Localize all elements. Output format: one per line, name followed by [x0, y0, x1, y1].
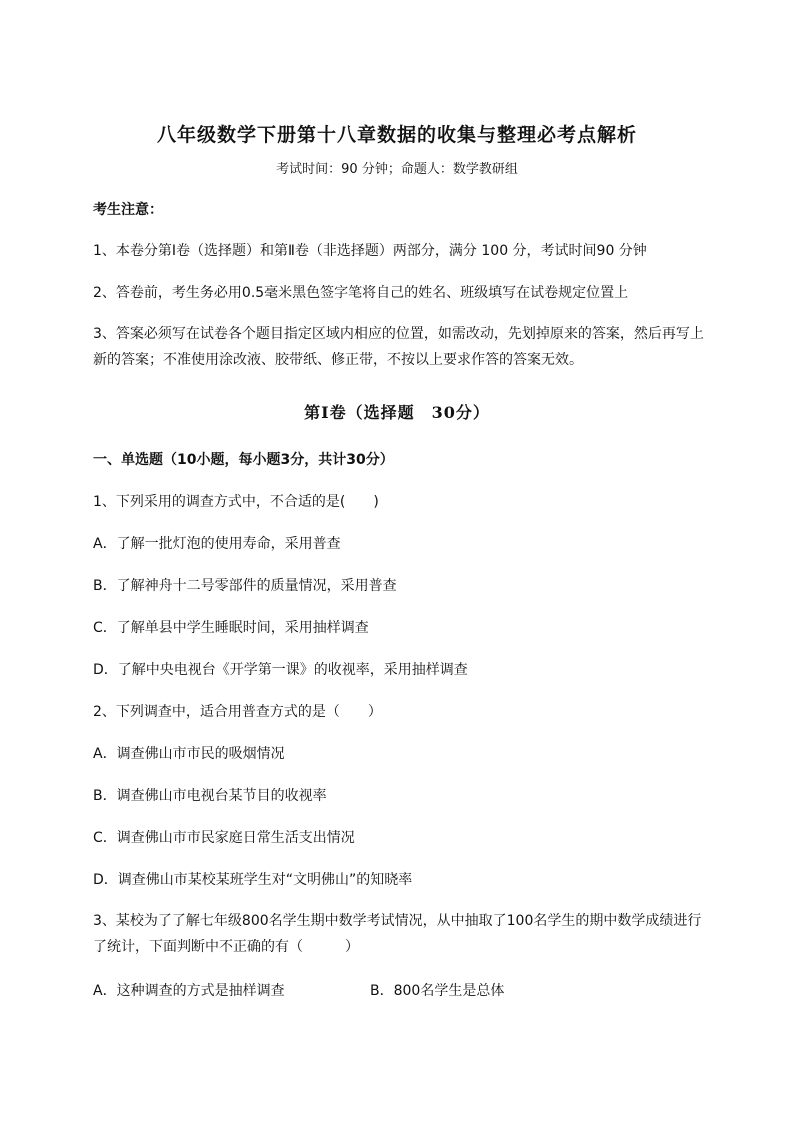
question-1-option-a: A．了解一批灯泡的使用寿命，采用普查: [93, 536, 341, 552]
notice-item-2: 2、答卷前，考生务必用0.5毫米黑色签字笔将自己的姓名、班级填写在试卷规定位置上: [93, 285, 629, 301]
page-title: 八年级数学下册第十八章数据的收集与整理必考点解析: [156, 124, 637, 146]
notice-heading: 考生注意：: [93, 202, 163, 218]
question-2-option-b: B．调查佛山市电视台某节目的收视率: [93, 788, 327, 804]
question-2-option-c: C．调查佛山市市民家庭日常生活支出情况: [93, 830, 355, 846]
question-2-option-a: A．调查佛山市市民的吸烟情况: [93, 746, 285, 762]
exam-info: 考试时间：90 分钟；命题人：数学教研组: [276, 162, 518, 177]
question-1-option-c: C．了解单县中学生睡眠时间，采用抽样调查: [93, 620, 369, 636]
notice-item-3: 3、答案必须写在试卷各个题目指定区域内相应的位置，如需改动，先划掉原来的答案，然后再写上新的答案；不准使用涂改液、胶带纸、修正带，不按以上要求作答的答案无效。: [93, 326, 704, 368]
question-3-stem: 3、某校为了了解七年级800名学生期中数学考试情况，从中抽取了100名学生的期中数学成绩进行了统计，下面判断中不正确的有（ ）: [93, 913, 702, 955]
question-2-option-d: D．调查佛山市某校某班学生对“文明佛山”的知晓率: [93, 872, 413, 888]
part-heading: 一、单选题（10小题，每小题3分，共计30分）: [93, 452, 394, 468]
section-heading: 第Ⅰ卷（选择题 30分）: [304, 403, 490, 422]
question-3-option-a: A．这种调查的方式是抽样调查: [93, 983, 285, 999]
question-2-stem: 2、下列调查中，适合用普查方式的是（ ）: [93, 704, 382, 720]
question-1-stem: 1、下列采用的调查方式中，不合适的是( ): [93, 494, 379, 510]
notice-item-1: 1、本卷分第Ⅰ卷（选择题）和第Ⅱ卷（非选择题）两部分，满分 100 分，考试时间90 分钟: [93, 243, 647, 259]
question-3-option-b: B．800名学生是总体: [370, 983, 505, 999]
question-1-option-d: D．了解中央电视台《开学第一课》的收视率，采用抽样调查: [93, 662, 468, 678]
question-1-option-b: B．了解神舟十二号零部件的质量情况，采用普查: [93, 578, 397, 594]
